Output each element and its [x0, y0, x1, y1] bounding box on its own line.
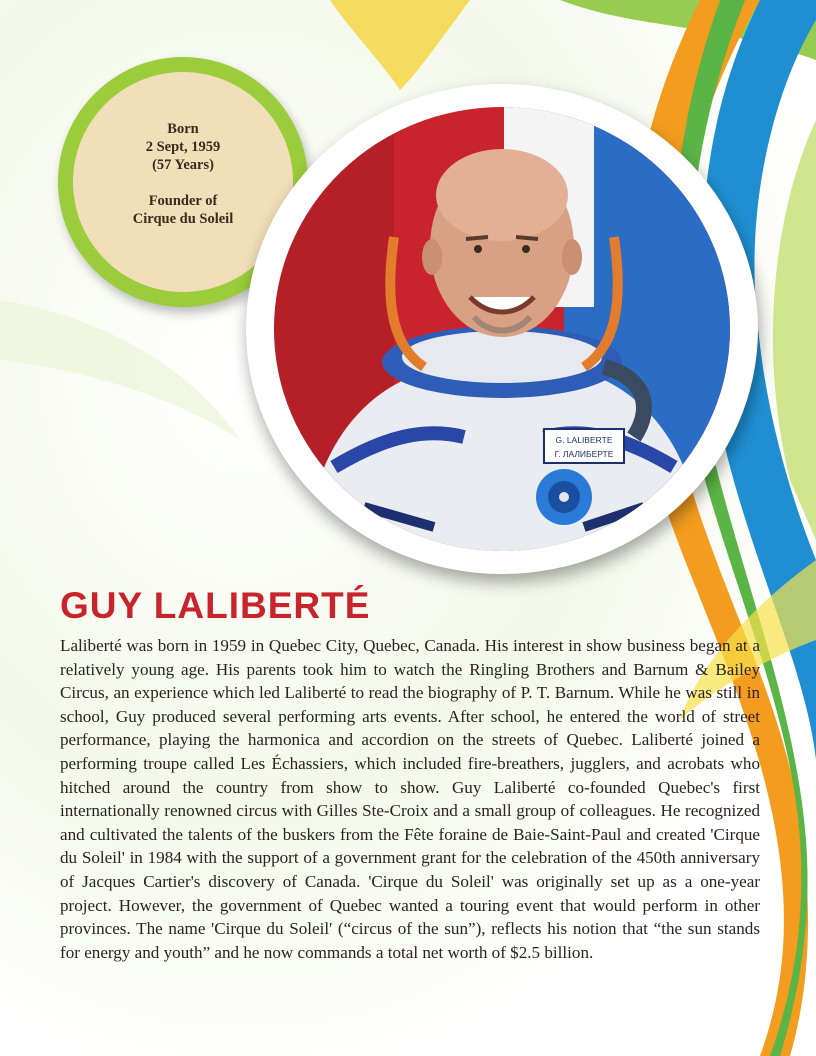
page-title: GUY LALIBERTÉ: [60, 585, 371, 626]
badge-name-cyrillic: Г. ЛАЛИБЕРТЕ: [554, 449, 614, 459]
biography-text: Laliberté was born in 1959 in Quebec City, Quebec, Canada. His interest in show business began at a relatively young age. His parents took him to watch the Ringling Brothers and Barnum & Bailey Circus, an experience which led Laliberté to read the biography of P. T. Barnum. While he was still in school, Guy produced several performing arts events. After school, he entered the world of street performance, playing the harmonica and accordion on the streets of Quebec. Laliberté joined a performing troupe called Les Échassiers, which included fire-breathers, jugglers, and acrobats who hitched around the country from show to show. Guy Laliberté co-founded Quebec's first internationally renowned circus with Gilles Ste-Croix and a small group of colleagues. He recognized and cultivated the talents of the buskers from the Fête foraine de Baie-Saint-Paul and created 'Cirque du Soleil' in 1984 with the support of a government grant for the celebration of the 450th anniversary of Jacques Cartier's discovery of Canada. 'Cirque du Soleil' was originally set up as a one-year project. However, the government of Quebec wanted a touring event that would perform in other provinces. The name 'Cirque du Soleil' (“circus of the sun”), reflects his notion that “the sun stands for energy and youth” and he now commands a total net worth of $2.5 billion.: [60, 636, 760, 962]
badge-name-latin: G. LALIBERTE: [555, 435, 613, 445]
swoosh-yellow-top: [330, 0, 470, 90]
born-date: 2 Sept, 1959: [145, 139, 221, 155]
role-label: Founder of: [148, 193, 218, 209]
astronaut-portrait-illustration: [274, 107, 730, 551]
age-text: (57 Years): [152, 157, 214, 173]
born-label: Born: [167, 121, 199, 137]
swoosh-cream-left: [0, 300, 240, 440]
role-org: Cirque du Soleil: [132, 211, 234, 227]
portrait-photo: [274, 107, 730, 551]
info-text: [98, 120, 268, 228]
